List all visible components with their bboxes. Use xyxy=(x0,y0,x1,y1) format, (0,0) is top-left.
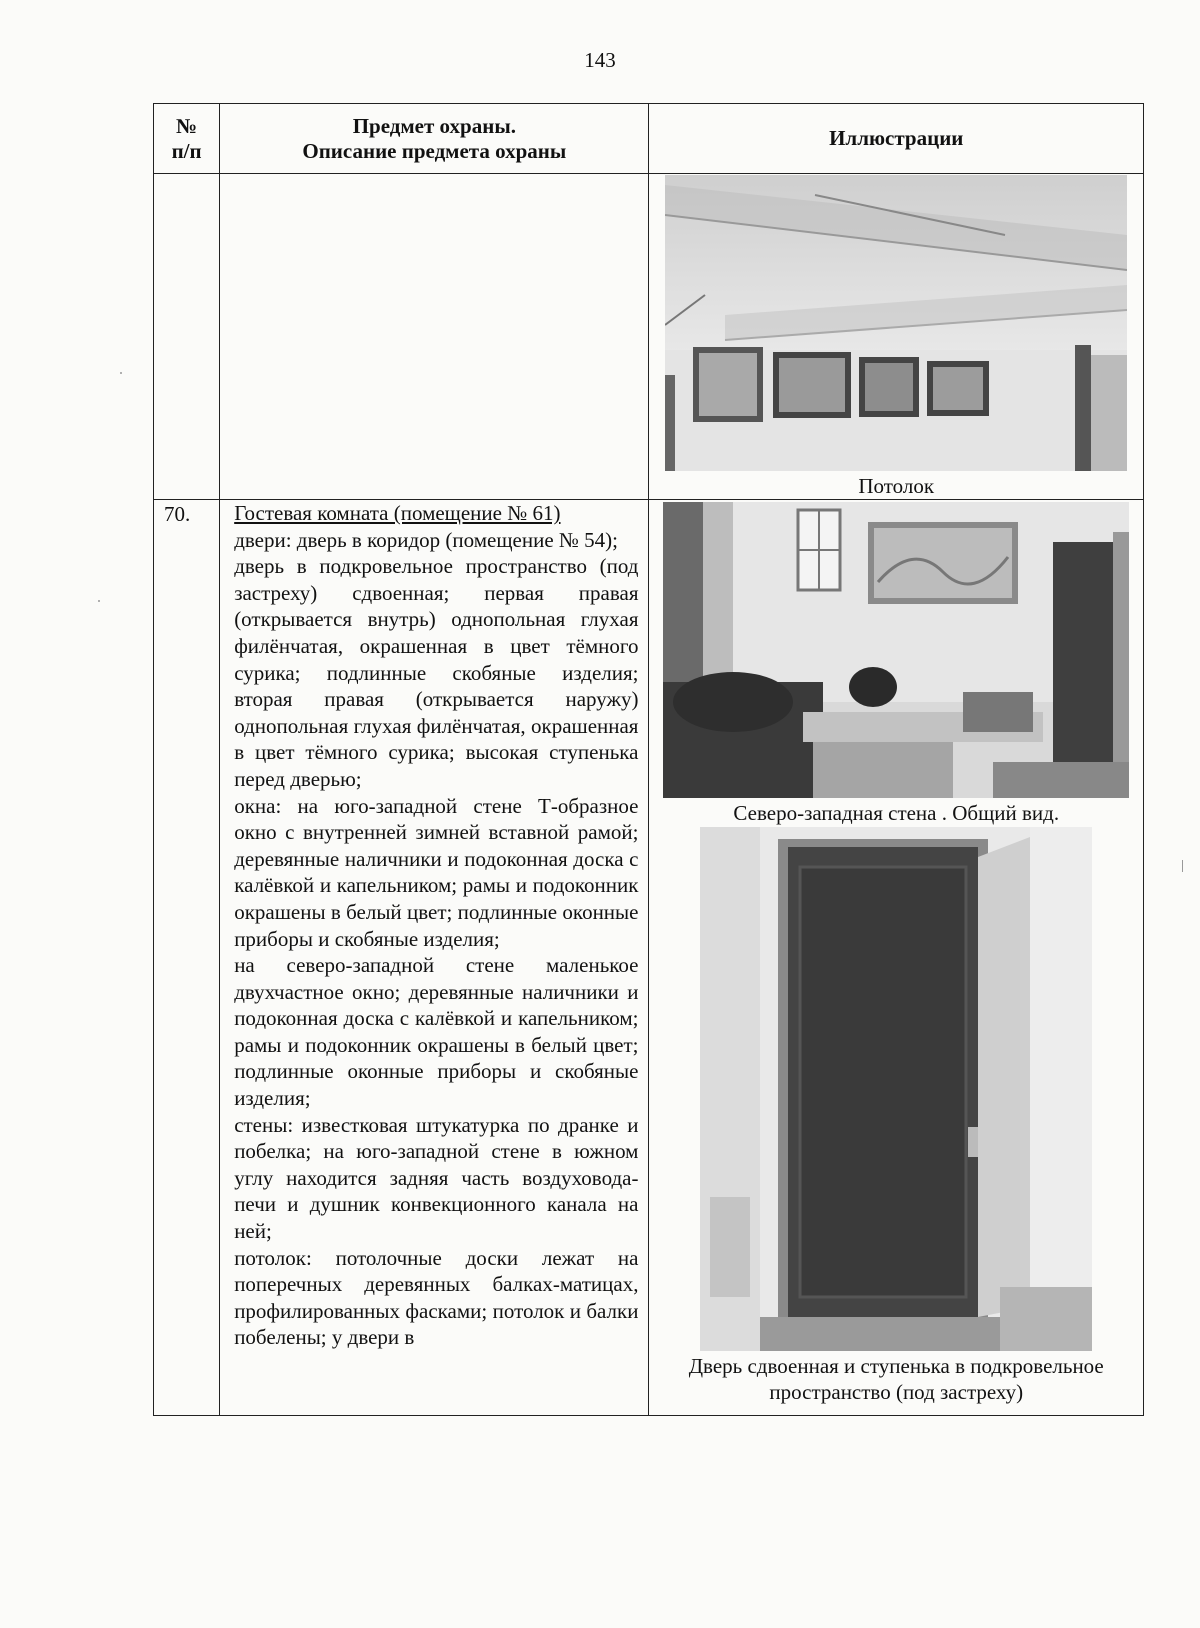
row-70-illustrations xyxy=(649,500,1144,1416)
attic-door-paragraph: дверь в подкровельное пространство (под застреху) сдвоенная; первая правая (открывается внутрь) однопольная глухая филёнчатая, окрашенная в цвет тёмного сурика; подлинные скобяные изделия; вторая правая (открывается наружу) однопольная глухая филёнчатая, окрашенная в цвет тёмного сурика; высокая ступенька перед дверью; xyxy=(234,554,639,791)
prev-row-illustration xyxy=(649,174,1144,500)
ceiling-photo xyxy=(665,175,1127,471)
northwest-wall-photo xyxy=(663,502,1129,798)
double-door-photo-image xyxy=(700,827,1092,1351)
protection-table xyxy=(153,103,1144,1416)
header-number xyxy=(154,104,220,174)
northwest-wall-caption: Северо-западная стена . Общий вид. xyxy=(733,801,1060,825)
double-door-photo xyxy=(700,827,1092,1351)
header-subject xyxy=(220,104,649,174)
ceiling-photo-image xyxy=(665,175,1127,471)
page-number: 143 xyxy=(584,48,616,72)
row-70-description xyxy=(220,500,649,1416)
room-title: Гостевая комната (помещение № 61) xyxy=(234,501,561,525)
windows-sw-paragraph: окна: на юго-западной стене Т-образное окно с внутренней зимней вставной рамой; деревянные наличники и подоконная доска с калёвкой и капельником; рамы и подоконник окрашены в белый цвет; подлинные оконные приборы и скобяные изделия; xyxy=(234,793,639,951)
ceiling-photo-caption: Потолок xyxy=(858,474,935,498)
windows-nw-paragraph: на северо-западной стене маленькое двухчастное окно; деревянные наличники и подоконная доска с калёвкой и капельником; рамы и подоконник окрашены в белый цвет; подлинные оконные приборы и скобяные изделия; xyxy=(234,953,639,1111)
double-door-caption: Дверь сдвоенная и ступенька в подкровельное пространство (под застреху) xyxy=(688,1354,1104,1404)
prev-row-description xyxy=(220,174,649,500)
doors-paragraph: двери: дверь в коридор (помещение № 54); xyxy=(234,527,619,552)
header-illustrations xyxy=(649,104,1144,174)
header-number-text: № п/п xyxy=(171,113,202,163)
row-70-number: 70. xyxy=(154,500,220,1416)
scan-speck xyxy=(98,600,100,602)
ceiling-paragraph: потолок: потолочные доски лежат на поперечных деревянных балках-матицах, профилированных фасками; потолок и балки побелены; у двери в xyxy=(234,1245,639,1350)
scan-speck xyxy=(1182,860,1183,872)
scan-speck xyxy=(120,372,122,374)
header-subject-text: Предмет охраны. Описание предмета охраны xyxy=(302,113,567,163)
northwest-wall-photo-image xyxy=(663,502,1129,798)
prev-row-number xyxy=(154,174,220,500)
header-illustrations-text: Иллюстрации xyxy=(829,126,964,150)
walls-paragraph: стены: известковая штукатурка по дранке и побелка; на юго-западной стене в южном углу находится задняя часть воздуховода-печи и душник конвекционного канала на ней; xyxy=(234,1112,639,1244)
